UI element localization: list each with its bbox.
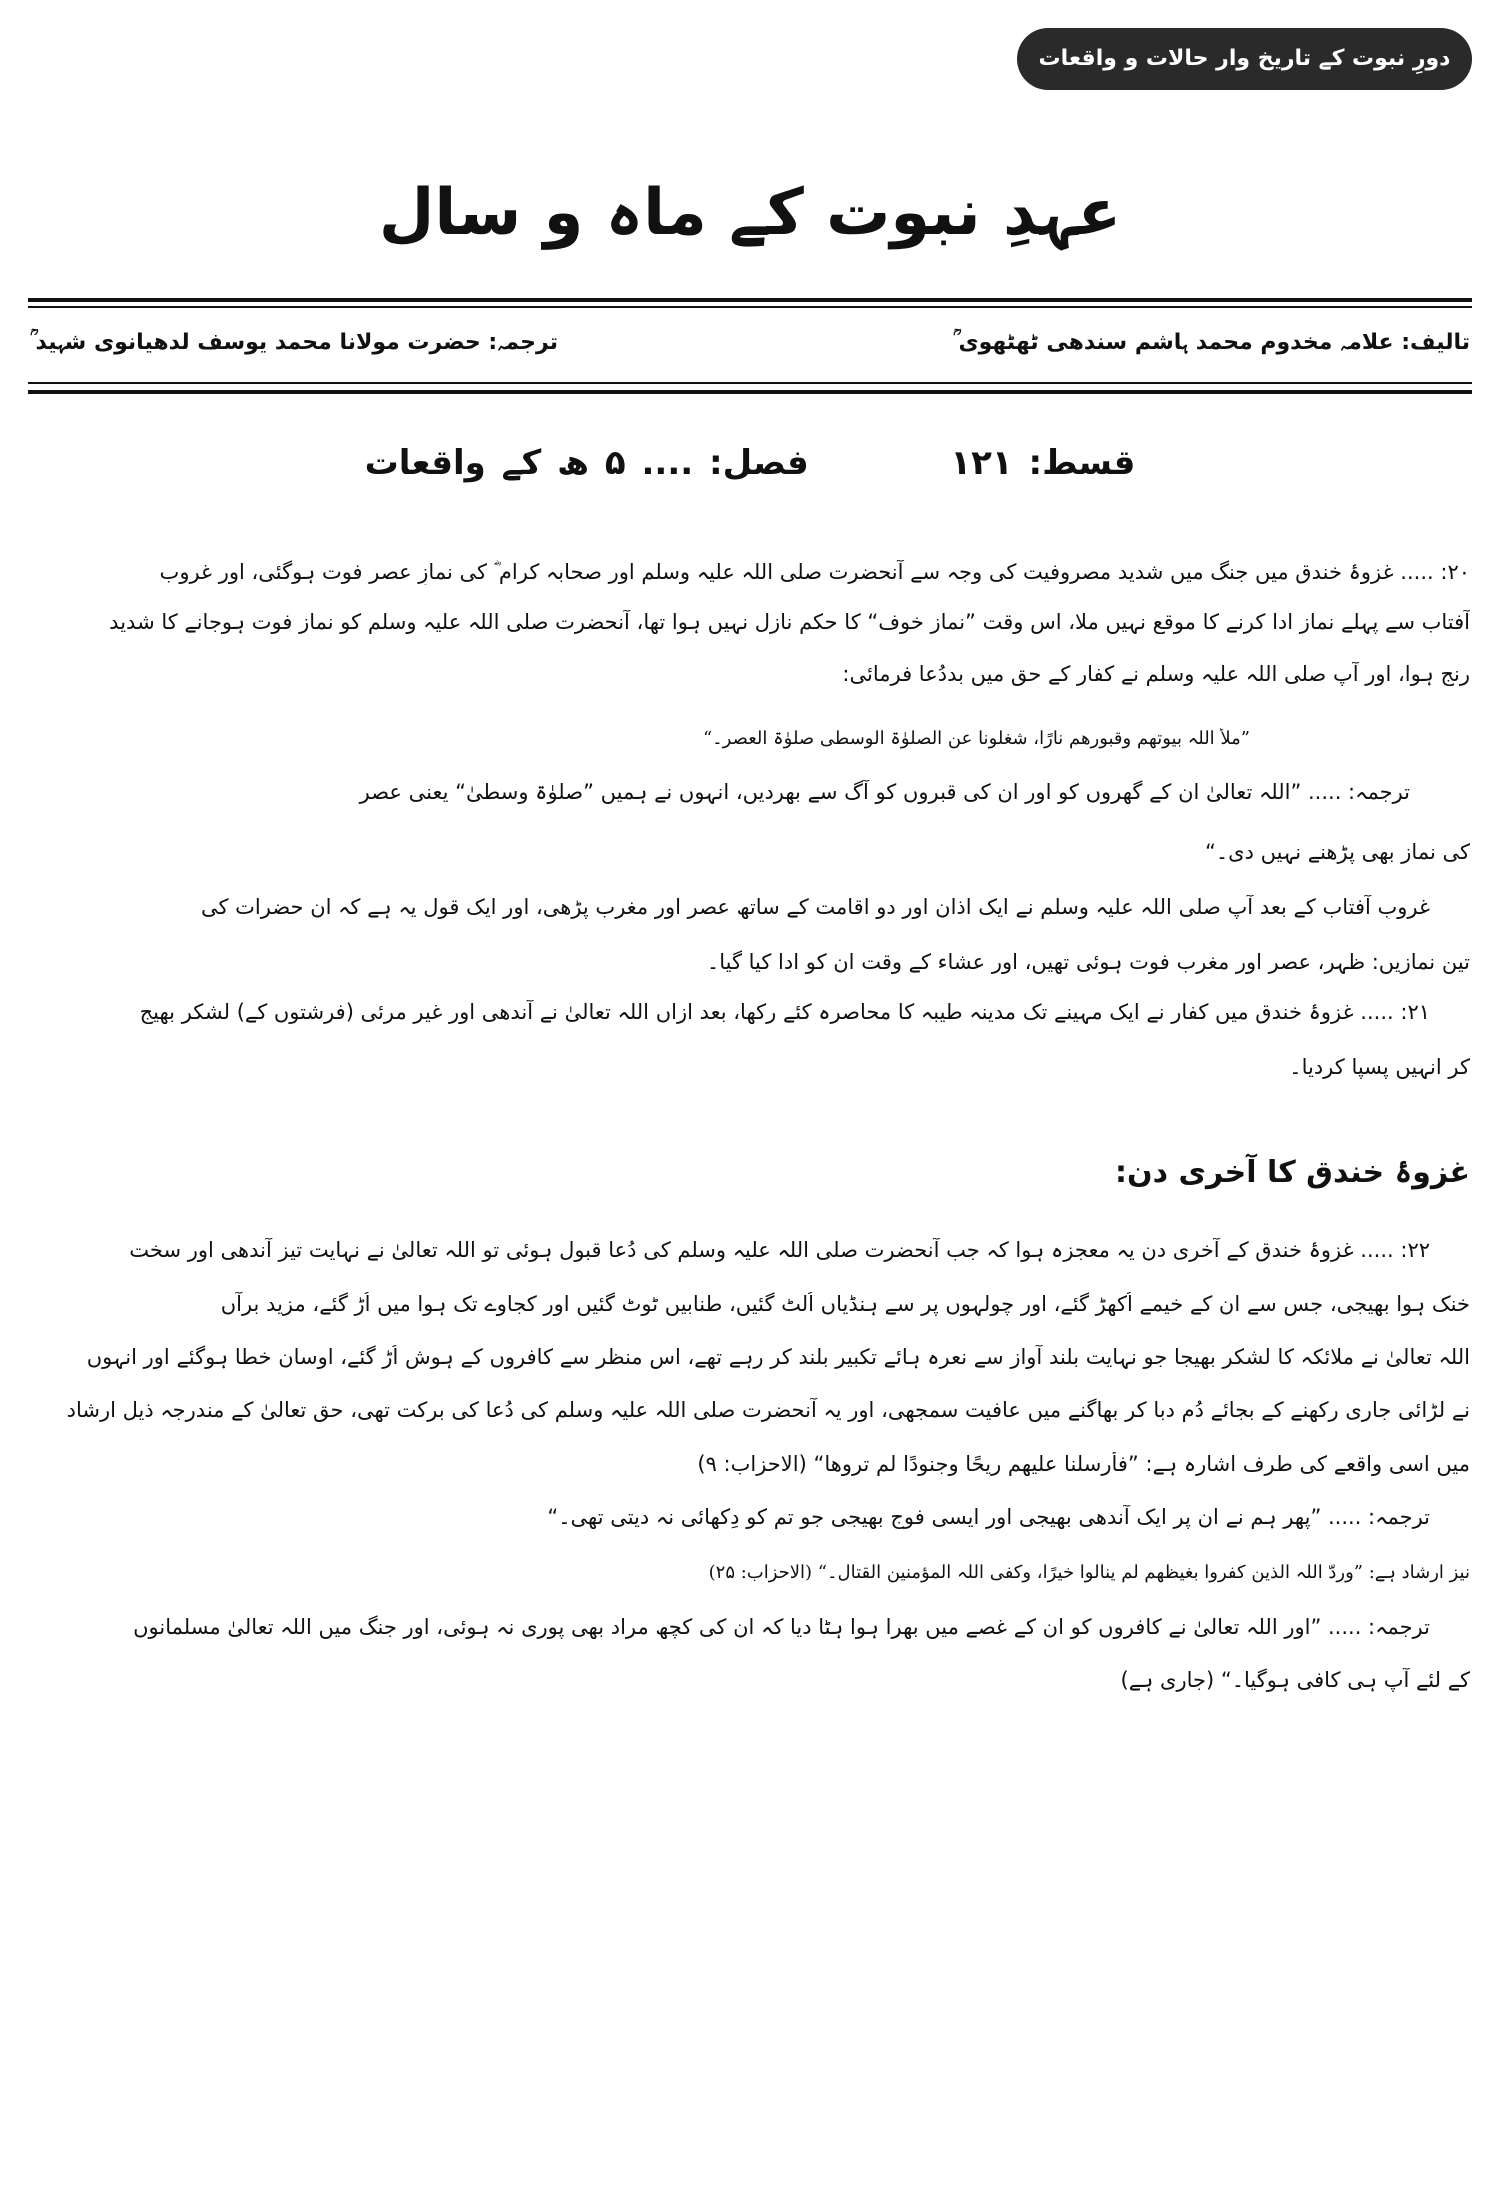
body-line: اللہ تعالیٰ نے ملائکہ کا لشکر بھیجا جو نہایت بلند آواز سے نعرہ ہائے تکبیر بلند کر رہے تھے، اس منظر سے کافروں کے ہوش اُڑ گئے، اوسان خطا ہوگئے اور انہوں	[86, 1345, 1470, 1369]
body-line: رنج ہوا، اور آپ صلی اللہ علیہ وسلم نے کفار کے حق میں بددُعا فرمائی:	[842, 662, 1470, 686]
divider-bottom	[28, 390, 1472, 394]
divider-top	[28, 298, 1472, 302]
chapter-heading: فصل: .... ۵ ھ کے واقعات	[364, 443, 809, 483]
body-line: ۲۰: ..... غزوۂ خندق میں جنگ میں شدید مصروفیت کی وجہ سے آنحضرت صلی اللہ علیہ وسلم اور صحابہ کرام ؓ کی نمازِ عصر فوت ہوگئی، اور غروب	[159, 560, 1470, 584]
body-line: آفتاب سے پہلے نماز ادا کرنے کا موقع نہیں ملا، اس وقت ”نمازِ خوف“ کا حکم نازل نہیں ہوا تھا، آنحضرت صلی اللہ علیہ وسلم کو نماز فوت ہوجانے کا شدید	[109, 610, 1470, 634]
translation-line: ترجمہ: ..... ”اور اللہ تعالیٰ نے کافروں کو ان کے غصے میں بھرا ہوا ہٹا دیا کہ ان کی کچھ مراد بھی پوری نہ ہوئی، اور جنگ میں اللہ تعالیٰ مسلمانوں	[133, 1615, 1430, 1639]
translation-line: ترجمہ: ..... ”اللہ تعالیٰ ان کے گھروں کو اور ان کی قبروں کو آگ سے بھردیں، انہوں نے ہمیں ”صلوٰۃ وسطیٰ“ یعنی عصر	[359, 780, 1410, 804]
body-line: خنک ہوا بھیجی، جس سے ان کے خیمے اُکھڑ گئے، اور چولہوں پر سے ہنڈیاں اُلٹ گئیں، طنابیں ٹوٹ گئیں اور کجاوے تک ہوا میں اُڑ گئے، مزید برآں	[220, 1292, 1470, 1316]
body-line: تین نمازیں: ظہر، عصر اور مغرب فوت ہوئی تھیں، اور عشاء کے وقت ان کو ادا کیا گیا۔	[706, 950, 1470, 974]
body-line: ۲۲: ..... غزوۂ خندق کے آخری دن یہ معجزہ ہوا کہ جب آنحضرت صلی اللہ علیہ وسلم کی دُعا قبول ہوئی تو اللہ تعالیٰ نے نہایت تیز آندھی اور سخت	[129, 1238, 1430, 1262]
body-line: میں اسی واقعے کی طرف اشارہ ہے: ”فأرسلنا علیھم ریحًا وجنودًا لم تروھا“ (الاحزاب: ۹)	[697, 1452, 1470, 1476]
body-line: نے لڑائی جاری رکھنے کے بجائے دُم دبا کر بھاگنے میں عافیت سمجھی، اور یہ آنحضرت صلی اللہ علیہ وسلم کی دُعا کی برکت تھی، حق تعالیٰ کے مندرجہ ذیل ارشاد	[66, 1398, 1470, 1422]
body-line: غروبِ آفتاب کے بعد آپ صلی اللہ علیہ وسلم نے ایک اذان اور دو اقامت کے ساتھ عصر اور مغرب پڑھی، اور ایک قول یہ ہے کہ ان حضرات کی	[200, 895, 1430, 919]
arabic-quote: ”ملأ اللہ بیوتھم وقبورھم نارًا، شغلونا عن الصلوٰۃ الوسطی صلوٰۃ العصر۔“	[702, 728, 1250, 749]
translation-line: ترجمہ: ..... ”پھر ہم نے ان پر ایک آندھی بھیجی اور ایسی فوج بھیجی جو تم کو دِکھائی نہ دیتی تھی۔“	[547, 1505, 1430, 1529]
body-line: ۲۱: ..... غزوۂ خندق میں کفار نے ایک مہینے تک مدینہ طیبہ کا محاصرہ کئے رکھا، بعد ازاں اللہ تعالیٰ نے آندھی اور غیر مرئی (فرشتوں کے) لشکر بھیج	[139, 1000, 1430, 1024]
body-line: کے لئے آپ ہی کافی ہوگیا۔“ (جاری ہے)	[1120, 1668, 1470, 1692]
body-line: کر انہیں پسپا کردیا۔	[1289, 1055, 1470, 1079]
translator-credit: ترجمہ: حضرت مولانا محمد یوسف لدھیانوی شہید ؒ	[30, 330, 558, 355]
credits-bar	[30, 318, 1470, 370]
page-title: عہدِ نبوت کے ماہ و سال	[378, 176, 1122, 250]
divider-bottom-thin	[28, 382, 1472, 384]
subheading: غزوۂ خندق کا آخری دن:	[1115, 1155, 1470, 1190]
author-credit: تالیف: علامہ مخدوم محمد ہاشم سندھی ٹھٹھوی ؒ	[952, 330, 1470, 355]
divider-top-thin	[28, 306, 1472, 308]
body-line: نیز ارشاد ہے: ”وردّ اللہ الذین کفروا بغیظھم لم ینالوا خیرًا، وکفی اللہ المؤمنین القتال۔“ (الاحزاب: ۲۵)	[708, 1562, 1470, 1583]
section-heading	[0, 442, 1500, 483]
installment-number: قسط: ۱۲۱	[950, 443, 1136, 483]
body-line: کی نماز بھی پڑھنے نہیں دی۔“	[1204, 840, 1470, 864]
series-tag: دورِ نبوت کے تاریخ وار حالات و واقعات	[1017, 28, 1472, 90]
